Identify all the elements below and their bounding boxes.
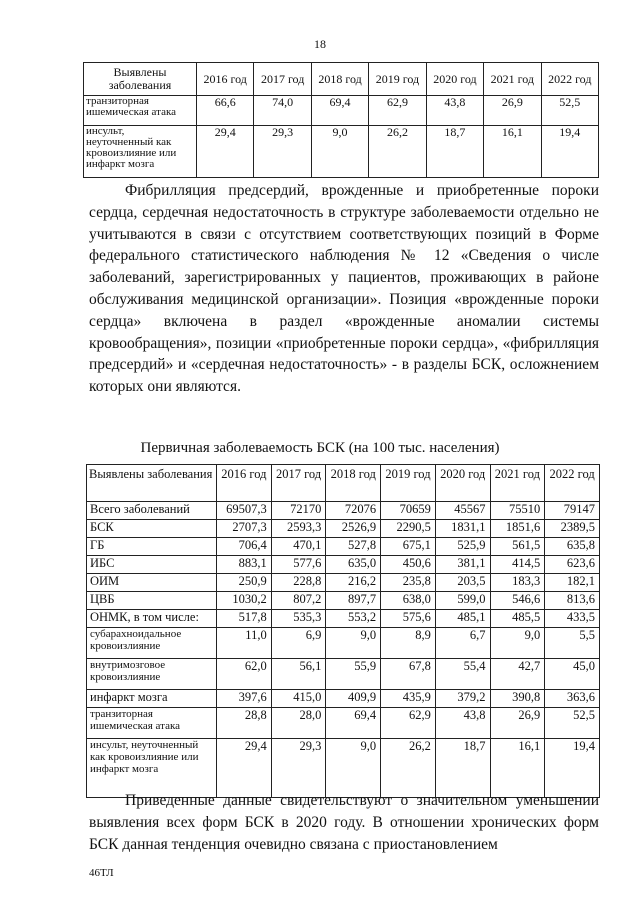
cell-value: 70659 <box>381 502 436 520</box>
cell-value: 55,9 <box>326 659 381 690</box>
cell-value: 72170 <box>271 502 326 520</box>
cell-value: 485,5 <box>490 610 545 628</box>
header-cell: 2018 год <box>326 465 381 502</box>
cell-value: 415,0 <box>271 690 326 708</box>
table-tia-stroke <box>83 62 599 178</box>
cell-value: 250,9 <box>217 574 272 592</box>
cell-value: 66,6 <box>197 96 254 126</box>
cell-value: 74,0 <box>254 96 311 126</box>
cell-value: 29,4 <box>197 126 254 178</box>
cell-value: 1851,6 <box>490 520 545 538</box>
cell-value: 2389,5 <box>545 520 600 538</box>
row-label: ГБ <box>87 538 217 556</box>
cell-value: 706,4 <box>217 538 272 556</box>
cell-value: 216,2 <box>326 574 381 592</box>
cell-value: 235,8 <box>381 574 436 592</box>
table-row <box>87 659 600 690</box>
cell-value: 28,8 <box>217 708 272 739</box>
cell-value: 2593,3 <box>271 520 326 538</box>
body-paragraph: Фибрилляция предсердий, врожденные и приобретенные пороки сердца, сердечная недостаточность в структуре заболеваемости отдельно не учитываются в связи с отсутствием соответствующих позиций в Форме федерального статистического наблюдения № 12 «Сведения о числе заболеваний, зарегистрированных у пациентов, проживающих в районе обслуживания медицинской организации». Позиция «врожденные пороки сердца» включена в раздел «врожденные аномалии системы кровообращения», позиции «приобретенные пороки сердца», «фибрилляция предсердий» и «сердечная недостаточность» - в разделы БСК, осложнением которых они являются. <box>89 182 599 396</box>
table-row <box>87 502 600 520</box>
header-cell: 2017 год <box>271 465 326 502</box>
cell-value: 45567 <box>435 502 490 520</box>
cell-value: 29,3 <box>271 739 326 798</box>
cell-value: 397,6 <box>217 690 272 708</box>
cell-value: 577,6 <box>271 556 326 574</box>
cell-value: 52,5 <box>541 96 598 126</box>
cell-value: 5,5 <box>545 628 600 659</box>
cell-value: 409,9 <box>326 690 381 708</box>
cell-value: 9,0 <box>311 126 368 178</box>
table-row <box>84 96 599 126</box>
header-cell: 2022 год <box>545 465 600 502</box>
cell-value: 43,8 <box>435 708 490 739</box>
cell-value: 203,5 <box>435 574 490 592</box>
cell-value: 675,1 <box>381 538 436 556</box>
cell-value: 363,6 <box>545 690 600 708</box>
header-cell: 2017 год <box>254 63 311 96</box>
table-row <box>87 708 600 739</box>
cell-value: 635,0 <box>326 556 381 574</box>
cell-value: 29,3 <box>254 126 311 178</box>
cell-value: 11,0 <box>217 628 272 659</box>
table-header-row <box>84 63 599 96</box>
header-cell: 2022 год <box>541 63 598 96</box>
cell-value: 79147 <box>545 502 600 520</box>
cell-value: 75510 <box>490 502 545 520</box>
cell-value: 9,0 <box>326 739 381 798</box>
cell-value: 72076 <box>326 502 381 520</box>
cell-value: 6,9 <box>271 628 326 659</box>
table-row <box>87 538 600 556</box>
table-row <box>87 628 600 659</box>
table-row <box>87 556 600 574</box>
header-cell: 2019 год <box>369 63 426 96</box>
header-cell: Выявлены заболевания <box>84 63 197 96</box>
cell-value: 19,4 <box>541 126 598 178</box>
row-label: ОНМК, в том числе: <box>87 610 217 628</box>
footer-code: 46ТЛ <box>89 867 114 879</box>
cell-value: 599,0 <box>435 592 490 610</box>
cell-value: 45,0 <box>545 659 600 690</box>
row-label: инфаркт мозга <box>87 690 217 708</box>
cell-value: 897,7 <box>326 592 381 610</box>
cell-value: 69,4 <box>326 708 381 739</box>
cell-value: 9,0 <box>490 628 545 659</box>
cell-value: 69507,3 <box>217 502 272 520</box>
cell-value: 62,9 <box>381 708 436 739</box>
cell-value: 2707,3 <box>217 520 272 538</box>
cell-value: 2290,5 <box>381 520 436 538</box>
cell-value: 561,5 <box>490 538 545 556</box>
cell-value: 525,9 <box>435 538 490 556</box>
cell-value: 517,8 <box>217 610 272 628</box>
cell-value: 18,7 <box>426 126 483 178</box>
table-caption: Первичная заболеваемость БСК (на 100 тыс. населения) <box>140 440 500 456</box>
cell-value: 807,2 <box>271 592 326 610</box>
cell-value: 228,8 <box>271 574 326 592</box>
cell-value: 6,7 <box>435 628 490 659</box>
row-label: инсульт, неуточненный как кровоизлияние или инфаркт мозга <box>87 739 217 798</box>
row-label: ИБС <box>87 556 217 574</box>
cell-value: 433,5 <box>545 610 600 628</box>
row-label: транзиторная ишемическая атака <box>84 96 197 126</box>
cell-value: 183,3 <box>490 574 545 592</box>
cell-value: 450,6 <box>381 556 436 574</box>
cell-value: 9,0 <box>326 628 381 659</box>
header-cell: 2021 год <box>490 465 545 502</box>
row-label: субарахноидальное кровоизлияние <box>87 628 217 659</box>
cell-value: 55,4 <box>435 659 490 690</box>
table-row <box>84 126 599 178</box>
cell-value: 62,9 <box>369 96 426 126</box>
cell-value: 42,7 <box>490 659 545 690</box>
row-label: внутримозговое кровоизлияние <box>87 659 217 690</box>
cell-value: 553,2 <box>326 610 381 628</box>
cell-value: 390,8 <box>490 690 545 708</box>
cell-value: 470,1 <box>271 538 326 556</box>
cell-value: 435,9 <box>381 690 436 708</box>
cell-value: 379,2 <box>435 690 490 708</box>
cell-value: 1030,2 <box>217 592 272 610</box>
header-cell: Выявлены заболевания <box>87 465 217 502</box>
cell-value: 28,0 <box>271 708 326 739</box>
cell-value: 182,1 <box>545 574 600 592</box>
cell-value: 485,1 <box>435 610 490 628</box>
table-row <box>87 592 600 610</box>
cell-value: 69,4 <box>311 96 368 126</box>
page-number: 18 <box>314 37 326 51</box>
cell-value: 883,1 <box>217 556 272 574</box>
cell-value: 43,8 <box>426 96 483 126</box>
cell-value: 26,2 <box>369 126 426 178</box>
row-label: ЦВБ <box>87 592 217 610</box>
cell-value: 546,6 <box>490 592 545 610</box>
table-row <box>87 520 600 538</box>
cell-value: 8,9 <box>381 628 436 659</box>
cell-value: 381,1 <box>435 556 490 574</box>
header-cell: 2021 год <box>484 63 541 96</box>
cell-value: 623,6 <box>545 556 600 574</box>
header-cell: 2020 год <box>435 465 490 502</box>
cell-value: 56,1 <box>271 659 326 690</box>
cell-value: 26,2 <box>381 739 436 798</box>
cell-value: 16,1 <box>484 126 541 178</box>
header-cell: 2019 год <box>381 465 436 502</box>
cell-value: 26,9 <box>484 96 541 126</box>
row-label: транзиторная ишемическая атака <box>87 708 217 739</box>
body-paragraph: Приведенные данные свидетельствуют о значительном уменьшении выявления всех форм БСК в 2020 году. В отношении хронических форм БСК данная тенденция очевидно связана с приостановлением <box>89 792 599 853</box>
row-label: БСК <box>87 520 217 538</box>
header-cell: 2020 год <box>426 63 483 96</box>
cell-value: 19,4 <box>545 739 600 798</box>
table-row <box>87 690 600 708</box>
cell-value: 414,5 <box>490 556 545 574</box>
row-label: инсульт, неуточненный как кровоизлияние или инфаркт мозга <box>84 126 197 178</box>
cell-value: 62,0 <box>217 659 272 690</box>
cell-value: 638,0 <box>381 592 436 610</box>
cell-value: 26,9 <box>490 708 545 739</box>
table-row <box>87 739 600 798</box>
table-row <box>87 574 600 592</box>
header-cell: 2018 год <box>311 63 368 96</box>
cell-value: 813,6 <box>545 592 600 610</box>
cell-value: 575,6 <box>381 610 436 628</box>
cell-value: 29,4 <box>217 739 272 798</box>
row-label: Всего заболеваний <box>87 502 217 520</box>
table-header-row <box>87 465 600 502</box>
cell-value: 535,3 <box>271 610 326 628</box>
cell-value: 52,5 <box>545 708 600 739</box>
header-cell: 2016 год <box>217 465 272 502</box>
cell-value: 527,8 <box>326 538 381 556</box>
cell-value: 18,7 <box>435 739 490 798</box>
cell-value: 1831,1 <box>435 520 490 538</box>
table-incidence <box>86 464 600 798</box>
cell-value: 16,1 <box>490 739 545 798</box>
header-cell: 2016 год <box>197 63 254 96</box>
table-row <box>87 610 600 628</box>
cell-value: 67,8 <box>381 659 436 690</box>
cell-value: 2526,9 <box>326 520 381 538</box>
row-label: ОИМ <box>87 574 217 592</box>
cell-value: 635,8 <box>545 538 600 556</box>
